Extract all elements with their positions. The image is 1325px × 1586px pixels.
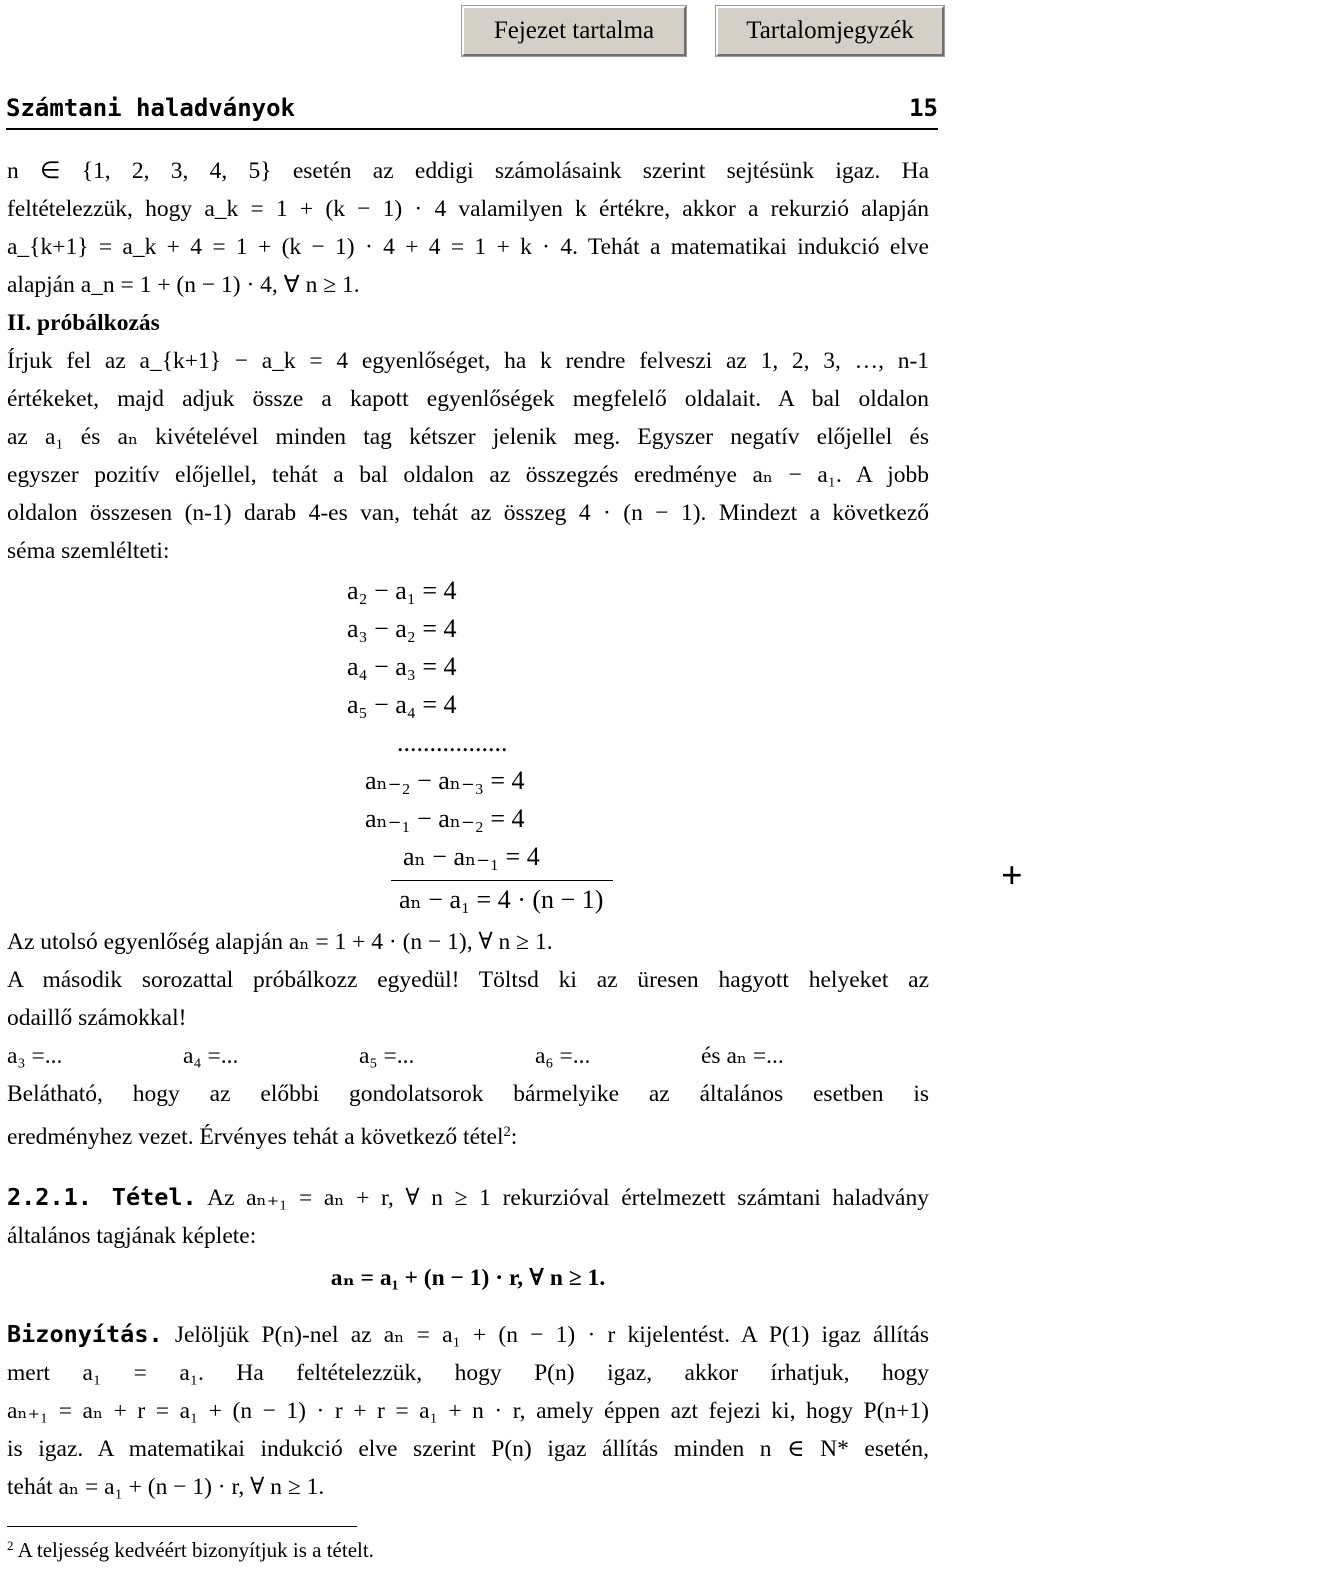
blank-a5: a₅ =... [359, 1043, 415, 1069]
math-inline: a_k = 1 + (k − 1) · 4 [204, 196, 447, 222]
math-inline: a_{k+1} = a_k + 4 = 1 + (k − 1) · 4 + 4 = 1 + k · 4. [7, 234, 578, 260]
scheme-row: a₅ − a₄ = 4 [347, 690, 457, 719]
scheme-row: a₄ − a₃ = 4 [347, 652, 457, 681]
text: egyenlőséget, ha k rendre felveszi az 1, 2, 3, …, n-1 [361, 348, 930, 374]
paragraph-line: Az utolsó egyenlőség alapján aₙ = 1 + 4 · (n − 1), ∀ n ≥ 1. [7, 929, 553, 955]
footnote [7, 1538, 374, 1563]
summation-scheme [7, 572, 1023, 923]
scheme-row: a₃ − a₂ = 4 [347, 614, 457, 643]
chapter-contents-button[interactable]: Fejezet tartalma [462, 6, 686, 56]
theorem-formula: aₙ = a₁ + (n − 1) · r, ∀ n ≥ 1. [330, 1265, 606, 1291]
text: esetén az eddigi számolásaink szerint sejtésünk igaz. Ha [292, 158, 930, 184]
text: Az aₙ₊₁ = aₙ + r, ∀ n ≥ 1 rekurzióval értelmezett számtani haladvány [207, 1185, 929, 1211]
paragraph-line: odaillő számokkal! [7, 1005, 187, 1031]
paragraph-line [7, 190, 929, 228]
page-number: 15 [909, 94, 938, 122]
text: eredményhez vezet. Érvényes tehát a következő tétel [7, 1124, 504, 1150]
blank-an: és aₙ =... [701, 1043, 784, 1069]
paragraph-line: A második sorozattal próbálkozz egyedül! Töltsd ki az üresen hagyott helyeket az [7, 967, 929, 993]
footnote-text: A teljesség kedvéért bizonyítjuk is a tételt. [17, 1538, 374, 1563]
scheme-row: aₙ₋₁ − aₙ₋₂ = 4 [365, 804, 525, 833]
section-heading: II. próbálkozás [7, 310, 160, 336]
scheme-row: aₙ₋₂ − aₙ₋₃ = 4 [365, 766, 525, 795]
page-content [7, 152, 1023, 1506]
header-title: Számtani haladványok [6, 94, 295, 122]
paragraph-line: oldalon összesen (n-1) darab 4-es van, tehát az összeg 4 · (n − 1). Mindezt a következő [7, 500, 929, 526]
text: valamilyen k értékre, akkor a rekurzió alapján [458, 196, 930, 222]
scheme-row: ................. [397, 728, 508, 757]
proof-line [7, 1315, 929, 1354]
text: : [510, 1124, 518, 1150]
blank-a3: a₃ =... [7, 1043, 63, 1069]
footnote-rule [7, 1526, 357, 1527]
paragraph-line [7, 152, 929, 190]
scheme-sum: aₙ − a₁ = 4 · (n − 1) [399, 885, 604, 914]
math-inline: n ∈ {1, 2, 3, 4, 5} [7, 158, 272, 184]
proof-line: mert a₁ = a₁. Ha feltételezzük, hogy P(n) igaz, akkor írhatjuk, hogy [7, 1360, 929, 1386]
text: alapján [7, 272, 75, 298]
paragraph-line: az a₁ és aₙ kivételével minden tag kétszer jelenik meg. Egyszer negatív előjellel és [7, 424, 929, 450]
proof-line: tehát aₙ = a₁ + (n − 1) · r, ∀ n ≥ 1. [7, 1474, 325, 1500]
paragraph-line [7, 228, 929, 266]
page-header [6, 88, 938, 130]
proof-label: Bizonyítás. [7, 1320, 163, 1348]
math-inline: a_{k+1} − a_k = 4 [139, 348, 349, 374]
text: Tehát a matematikai indukció elve [587, 234, 929, 260]
scheme-row: aₙ − aₙ₋₁ = 4 [403, 842, 540, 871]
blank-a6: a₆ =... [535, 1043, 591, 1069]
proof-line: is igaz. A matematikai indukció elve szerint P(n) igaz állítás minden n ∈ N* esetén, [7, 1436, 929, 1462]
paragraph-line [7, 1113, 929, 1156]
paragraph-line [7, 266, 929, 304]
text: Írjuk fel az [7, 348, 126, 374]
theorem-line [7, 1178, 929, 1217]
paragraph-line: Belátható, hogy az előbbi gondolatsorok bármelyike az általános esetben is [7, 1081, 929, 1107]
theorem-line: általános tagjának képlete: [7, 1223, 257, 1249]
paragraph-line: séma szemlélteti: [7, 538, 170, 564]
math-inline: a_n = 1 + (n − 1) · 4, ∀ n ≥ 1. [80, 272, 360, 298]
footnote-mark: 2 [7, 1538, 14, 1553]
paragraph-line [7, 342, 929, 380]
text: feltételezzük, hogy [7, 196, 193, 222]
blank-a4: a₄ =... [183, 1043, 239, 1069]
paragraph-line: értékeket, majd adjuk össze a kapott egyenlőségek megfelelő oldalait. A bal oldalon [7, 386, 929, 412]
fill-in-blanks [7, 1037, 929, 1075]
scheme-row: a₂ − a₁ = 4 [347, 576, 457, 605]
plus-sign: + [1001, 855, 1023, 897]
proof-line: aₙ₊₁ = aₙ + r = a₁ + (n − 1) · r + r = a₁ + n · r, amely éppen azt fejezi ki, hogy P(n+1) [7, 1398, 929, 1424]
footnote-ref: 2 [503, 1124, 511, 1140]
text: Jelöljük P(n)-nel az aₙ = a₁ + (n − 1) · r kijelentést. A P(1) igaz állítás [174, 1322, 929, 1348]
theorem-label: 2.2.1. Tétel. [7, 1183, 197, 1211]
paragraph-line: egyszer pozitív előjellel, tehát a bal oldalon az összegzés eredménye aₙ − a₁. A jobb [7, 462, 929, 488]
table-of-contents-button[interactable]: Tartalomjegyzék [716, 6, 944, 56]
